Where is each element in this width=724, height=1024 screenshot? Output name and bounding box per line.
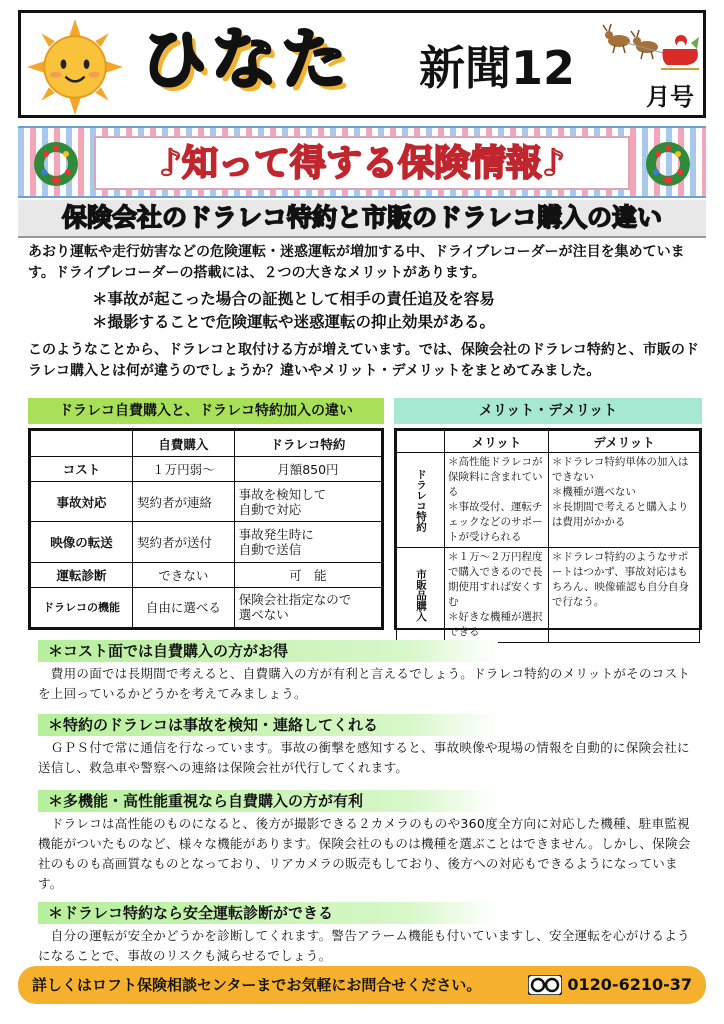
comparison-table — [30, 430, 382, 628]
demerit-cell: ＊ドラレコ特約のようなサポートはつかず、事故対応はもちろん、映像確認も自分自身で行なう。 — [548, 548, 699, 643]
wreath-icon — [644, 140, 692, 188]
intro-bullet-1: ＊事故が起こった場合の証拠として相手の責任追及を容易 — [92, 290, 495, 308]
self-cell: 契約者が送付 — [133, 522, 235, 562]
row-label: 事故対応 — [31, 481, 133, 521]
newspaper-month: 月号 — [646, 83, 694, 111]
sun-icon — [27, 19, 123, 115]
table-row — [397, 548, 700, 643]
section-cost-text: 費用の面では長期間で考えると、自費購入の方が有利と言えるでしょう。ドラレコ特約のメリットがそのコストを上回っているかどうかを考えてみましょう。 — [38, 666, 691, 701]
merits-table — [396, 430, 700, 643]
comparison-header-empty — [31, 431, 133, 457]
table-row — [31, 522, 382, 562]
headline: 保険会社のドラレコ特約と市販のドラレコ購入の違い — [61, 203, 662, 232]
self-cell: 自由に選べる — [133, 587, 235, 628]
newspaper-header — [18, 10, 706, 118]
comparison-header-self: 自費購入 — [133, 431, 235, 457]
merits-heading: メリット・デメリット — [394, 398, 702, 424]
rider-cell: 事故発生時に 自動で送信 — [234, 522, 381, 562]
phone-number[interactable]: 0120-6210-37 — [567, 975, 692, 994]
intro-bullet-2: ＊撮影することで危険運転や迷惑運転の抑止効果がある。 — [92, 313, 496, 331]
merits-header-demerit: デメリット — [548, 431, 699, 453]
merits-header-empty — [397, 431, 445, 453]
table-row — [31, 587, 382, 628]
rider-cell: 事故を検知して 自動で対応 — [234, 481, 381, 521]
intro-paragraph-1: あおり運転や走行妨害などの危険運転・迷惑運転が増加する中、ドライブレコーダーが注目を集めています。ドライブレコーダーの搭載には、２つの大きなメリットがあります。 — [28, 244, 685, 281]
self-cell: １万円弱～ — [133, 457, 235, 482]
section-diagnosis-text: 自分の運転が安全かどうかを診断してくれます。警告アラーム機能も付いていますし、安全運転を心がけるようになることで、事故のリスクも減らせるでしょう。 — [38, 928, 690, 963]
table-row — [31, 481, 382, 521]
section-detect-text: ＧＰＳ付で常に通信を行なっています。事故の衝撃を感知すると、事故映像や現場の情報を自動的に保険会社に送信し、救急車や警察への連絡は保険会社が代行してくれます。 — [38, 740, 690, 775]
row-label: 映像の転送 — [31, 522, 133, 562]
section-detect-title: ＊特約のドラレコは事故を検知・連絡してくれる — [38, 714, 498, 736]
rider-cell: 可 能 — [234, 562, 381, 587]
row-label: ドラレコの機能 — [31, 587, 133, 628]
freedial-icon — [528, 975, 562, 995]
rider-cell: 保険会社指定なので 選べない — [234, 587, 381, 628]
row-label: コスト — [31, 457, 133, 482]
merit-cell: ＊高性能ドラレコが保険料に含まれている ＊事故受付、運転チェックなどのサポートが受けられる — [445, 453, 549, 548]
merits-table-box — [394, 428, 702, 638]
table-row — [31, 562, 382, 587]
contact-footer — [18, 966, 706, 1004]
table-row — [397, 453, 700, 548]
row-label: ドラレコ特約 — [397, 453, 445, 548]
section-features-title: ＊多機能・高性能重視なら自費購入の方が有利 — [38, 790, 498, 812]
row-label: 運転診断 — [31, 562, 133, 587]
wreath-icon — [32, 140, 80, 188]
merits-header-merit: メリット — [445, 431, 549, 453]
section-diagnosis-title: ＊ドラレコ特約なら安全運転診断ができる — [38, 902, 498, 924]
comparison-table-box — [28, 428, 384, 630]
comparison-heading: ドラレコ自費購入と、ドラレコ特約加入の違い — [28, 398, 384, 424]
self-cell: できない — [133, 562, 235, 587]
demerit-cell: ＊ドラレコ特約単体の加入はできない ＊機種が選べない ＊長期間で考えると購入よりは費用がかかる — [548, 453, 699, 548]
intro-paragraph-2: このようなことから、ドラレコと取付ける方が増えています。では、保険会社のドラレコ特約と、市販のドラレコ購入とは何が違うのでしょうか？違いやメリット・デメリットをまとめてみました。 — [28, 342, 699, 379]
newspaper-title: ひなた — [141, 21, 351, 98]
rider-cell: 月額850円 — [234, 457, 381, 482]
footer-text: 詳しくはロフト保険相談センターまでお気軽にお問合せください。 — [32, 976, 482, 994]
self-cell: 契約者が連絡 — [133, 481, 235, 521]
info-banner — [18, 126, 706, 198]
banner-title-box — [94, 136, 630, 190]
comparison-header-rider: ドラレコ特約 — [234, 431, 381, 457]
newspaper-subtitle: 新聞12 — [419, 41, 576, 95]
headline-bar — [18, 200, 706, 238]
section-cost-title: ＊コスト面では自費購入の方がお得 — [38, 640, 498, 662]
table-row — [31, 457, 382, 482]
row-label: 市販品購入 — [397, 548, 445, 643]
merit-cell: ＊１万～２万円程度で購入できるので長期使用すれば安くすむ ＊好きな機種が選択できる — [445, 548, 549, 643]
section-features-text: ドラレコは高性能のものになると、後方が撮影できる２カメラのものや360度全方向に対応した機種、駐車監視機能がついたものなど、様々な機能があります。保険会社のものは機種を選ぶことはできません。しかし、保険会社のものも高画質なものとなっており、リアカメラの販売もしており、後方への対応もできるようになっています。 — [38, 816, 691, 891]
banner-title: ♪知って得する保険情報♪ — [159, 143, 565, 184]
reindeer-sleigh-icon — [597, 23, 705, 75]
